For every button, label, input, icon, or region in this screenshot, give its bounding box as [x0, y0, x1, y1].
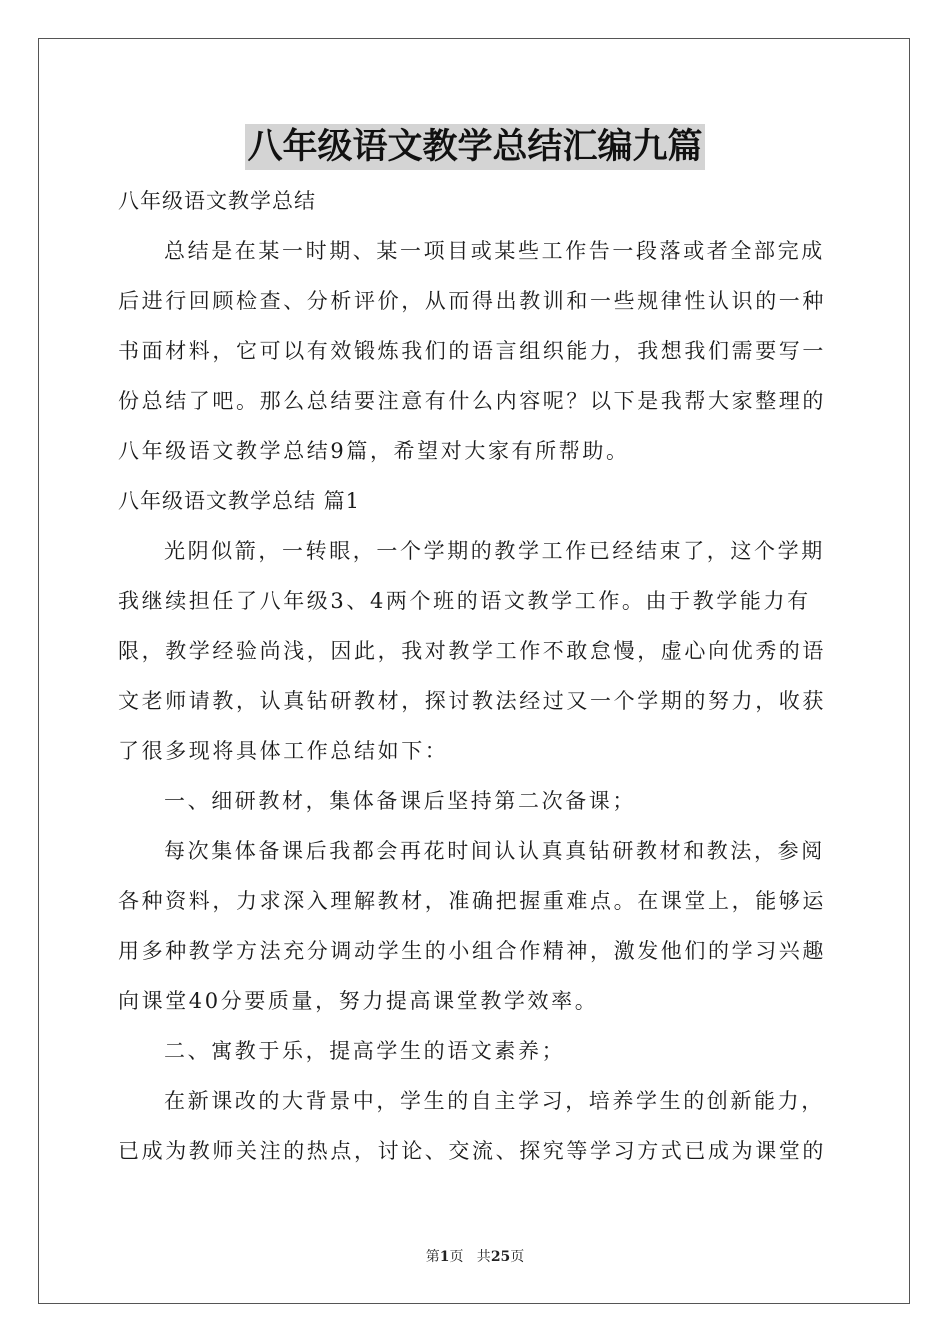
paragraph-line: 文老师请教，认真钻研教材，探讨教法经过又一个学期的努力，收获 [118, 689, 826, 713]
footer-page-suffix: 页 [510, 1249, 525, 1265]
paragraph-line: 向课堂40分要质量，努力提高课堂教学效率。 [118, 989, 599, 1013]
footer-page-prefix: 第 [425, 1249, 440, 1265]
footer-total-pages: 25 [490, 1249, 511, 1265]
paragraph-line: 光阴似箭，一转眼，一个学期的教学工作已经结束了，这个学期 [164, 539, 825, 563]
section-heading: 八年级语文教学总结 [118, 189, 316, 213]
paragraph-line: 限，教学经验尚浅，因此，我对教学工作不敢怠慢，虚心向优秀的语 [118, 639, 826, 663]
paragraph-line: 份总结了吧。那么总结要注意有什么内容呢？以下是我帮大家整理的 [118, 389, 826, 413]
document-body [118, 176, 834, 1176]
footer-page-number: 1 [439, 1249, 450, 1265]
paragraph-line: 每次集体备课后我都会再花时间认认真真钻研教材和教法，参阅 [164, 839, 825, 863]
subsection-heading: 一、细研教材，集体备课后坚持第二次备课； [164, 789, 636, 813]
footer-page-mid: 页 共 [449, 1249, 491, 1265]
paragraph-line: 总结是在某一时期、某一项目或某些工作告一段落或者全部完成 [164, 239, 825, 263]
title-container [0, 124, 950, 170]
paragraph-line: 八年级语文教学总结9篇，希望对大家有所帮助。 [118, 439, 630, 463]
page-footer [0, 1246, 950, 1266]
paragraph-line: 在新课改的大背景中，学生的自主学习，培养学生的创新能力， [164, 1089, 825, 1113]
paragraph-line: 后进行回顾检查、分析评价，从而得出教训和一些规律性认识的一种 [118, 289, 826, 313]
paragraph-line: 用多种教学方法充分调动学生的小组合作精神，激发他们的学习兴趣 [118, 939, 826, 963]
paragraph-line: 书面材料，它可以有效锻炼我们的语言组织能力，我想我们需要写一 [118, 339, 826, 363]
paragraph-line: 各种资料，力求深入理解教材，准确把握重难点。在课堂上，能够运 [118, 889, 826, 913]
section-heading: 八年级语文教学总结 篇1 [118, 489, 361, 513]
subsection-heading: 二、寓教于乐，提高学生的语文素养； [164, 1039, 566, 1063]
paragraph-line: 我继续担任了八年级3、4两个班的语文教学工作。由于教学能力有 [118, 589, 811, 613]
paragraph-line: 了很多现将具体工作总结如下： [118, 739, 449, 763]
paragraph-line: 已成为教师关注的热点，讨论、交流、探究等学习方式已成为课堂的 [118, 1139, 826, 1163]
document-title: 八年级语文教学总结汇编九篇 [245, 124, 704, 170]
